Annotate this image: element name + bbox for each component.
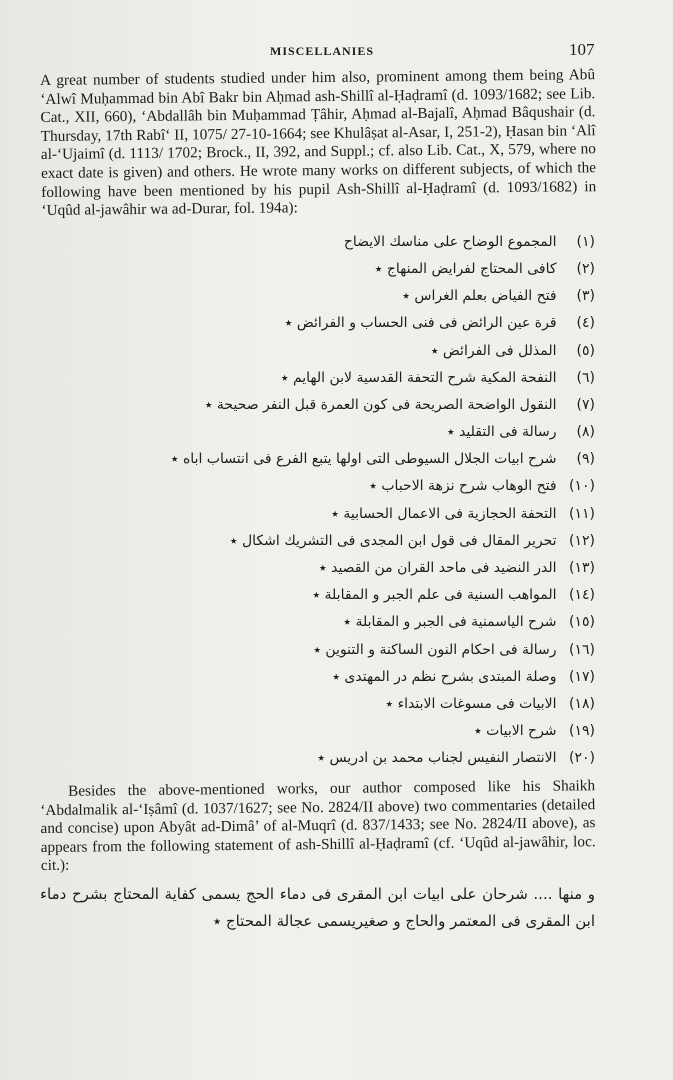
list-item: (١٦) رسالة فى احكام النون الساكنة و التنوين ٭ [313,641,595,658]
page-number: 107 [569,40,595,59]
list-item: (١٧) وصلة المبتدى بشرح نظم در المهتدى ٭ [332,668,595,685]
list-item: (١٨) الابيات فى مسوغات الابتداء ٭ [385,695,595,712]
intro-paragraph: A great number of students studied under him also, prominent among them being Abû ‘Alwî Muḥammad bin Abî Bakr bin Aḥmad ash-Shillî al-Ḥaḍramî (d. 1093/1682; see Lib. Cat., XII, 660), ‘Abdallâh bin Muḥammad Ṭâhir, Aḥmad al-Bajalî, Aḥmad Bâqushair (d. Thursday, 17th Rabî‘ II, 1075/ 27-10-1664; see Khulâṣat al-Asar, I, 251-2), Ḥasan bin ‘Alî al-‘Ujaimî (d. 1113/ 1702; Brock., II, 392, and Suppl.; cf. also Lib. Cat., X, 579, where no exact date is given) and others. He wrote many works on different subjects, of which the following have been mentioned by his pupil Ash-Shillî al-Ḥaḍramî (d. 1093/1682) in ‘Uqûd al-jawâhir wa ad-Durar, fol. 194a): [40,66,597,220]
list-item: (٣) فتح الفياض بعلم الغراس ٭ [402,288,595,305]
list-item: (٧) النقول الواضحة الصريحة فى كون العمرة قبل النفر صحيحة ٭ [204,396,595,413]
list-item: (٢) كافى المحتاج لفرايض المنهاج ٭ [374,260,595,277]
list-item: (٩) شرح ابيات الجلال السيوطى التى اولها يتبع الفرع فى انتساب اباه ٭ [170,451,595,468]
list-item: (١٢) تحرير المقال فى قول ابن المجدى فى التشريك اشكال ٭ [229,532,595,549]
second-paragraph: Besides the above-mentioned works, our author composed like his Shaikh ‘Abdalmalik al-‘Iṣâmî (d. 1037/1627; see No. 2824/II above) two commentaries (detailed and concise) upon Abyât ad-Dimâ’ of al-Muqrî (d. 837/1433; see No. 2824/II above), as appears from the following statement of ash-Shillî al-Ḥaḍramî (cf. ‘Uqûd al-jawâhir, loc. cit.): [40,776,596,874]
list-item: (١) المجموع الوضاح على مناسك الايضاح [343,233,595,250]
list-item: (١٥) شرح الياسمنية فى الجبر و المقابلة ٭ [343,614,595,631]
list-item: (١٣) الدر النضيد فى ماحد القران من القصيد ٭ [319,560,595,576]
list-item: (١٤) المواهب السنية فى علم الجبر و المقابلة ٭ [312,587,595,604]
list-item: (٥) المذلل فى الفرائض ٭ [430,342,595,359]
running-title: MISCELLANIES [270,44,375,58]
list-item: (١٠) فتح الوهاب شرح نزهة الاحباب ٭ [369,478,595,495]
arabic-quotation: و منها .... شرحان على ابيات ابن المقرى فى دماء الحج يسمى كفاية المحتاج بشرح دماء ابن المقرى فى المعتمر والحاج و صغيريسمى عجالة المحتاج ٭ [40,885,595,931]
list-item: (٦) النفحة المكية شرح التحفة القدسية لابن الهايم ٭ [280,369,595,386]
list-item: (١١) التحفة الحجازية فى الاعمال الحسابية ٭ [331,505,595,522]
list-item: (٢٠) الانتصار النفيس لجناب محمد بن ادريس ٭ [317,750,595,767]
list-item: (٨) رسالة فى التقليد ٭ [447,424,595,441]
list-item: (٤) قرة عين الرائض فى فنى الحساب و الفرائض ٭ [284,315,595,332]
works-list [40,229,595,773]
page-body [40,66,597,935]
list-item: (١٩) شرح الابيات ٭ [474,723,595,740]
